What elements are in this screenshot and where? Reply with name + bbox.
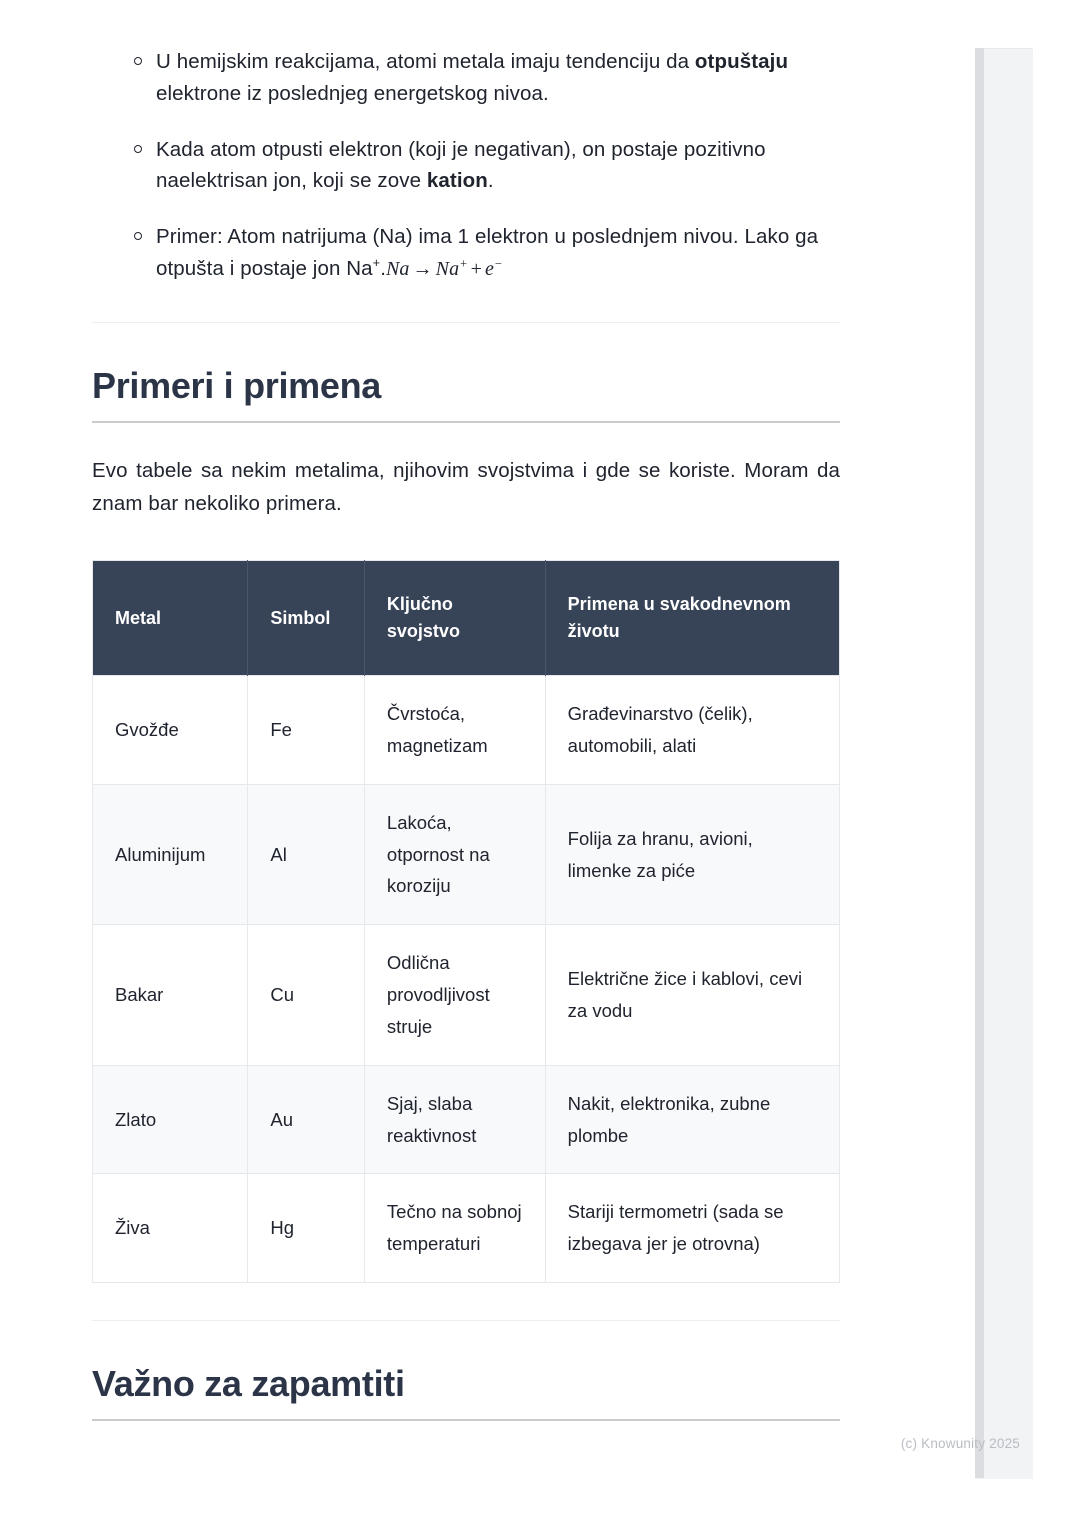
circle-outline-icon	[134, 145, 142, 153]
section-divider	[92, 1320, 840, 1321]
list-item-text: Kada atom otpusti elektron (koji je negativan), on postaje pozitivno naelektrisan jon, koji se zove kation.	[156, 137, 766, 193]
heading-underline	[92, 1419, 840, 1421]
vertical-scrollbar[interactable]	[975, 48, 984, 1478]
table-row	[93, 1065, 840, 1174]
list-item-text: U hemijskim reakcijama, atomi metala imaju tendenciju da otpuštaju elektrone iz poslednjeg energetskog nivoa.	[156, 50, 789, 105]
list-item-text: Primer: Atom natrijuma (Na) ima 1 elektron u poslednjem nivou. Lako ga otpušta i postaje jon Na+.Na → Na+ + e−	[156, 225, 819, 280]
cell-use: Građevinarstvo (čelik), automobili, alati	[545, 676, 839, 785]
column-header-symbol: Simbol	[248, 561, 365, 676]
page-title-examples: Primeri i primena	[92, 364, 382, 406]
list-item	[92, 46, 840, 110]
superscript-charge: +	[372, 255, 381, 270]
heading-underline	[92, 421, 840, 423]
cell-metal: Gvožđe	[93, 676, 248, 785]
cell-symbol: Al	[248, 784, 365, 924]
cell-symbol: Hg	[248, 1174, 365, 1283]
intro-paragraph: Evo tabele sa nekim metalima, njihovim svojstvima i gde se koriste. Moram da znam bar nekoliko primera.	[92, 458, 840, 516]
key-points-list	[92, 46, 840, 285]
cell-symbol: Au	[248, 1065, 365, 1174]
column-header-use: Primena u svakodnevnom životu	[545, 561, 839, 676]
list-item	[92, 134, 840, 198]
table-row	[93, 1174, 840, 1283]
emphasis-text: kation	[426, 169, 488, 193]
cell-property: Tečno na sobnoj temperaturi	[364, 1174, 545, 1283]
table-row	[93, 925, 840, 1065]
inline-math-equation: Na → Na+ + e−	[385, 256, 503, 280]
cell-property: Lakoća, otpornost na koroziju	[364, 784, 545, 924]
cell-metal: Aluminijum	[93, 784, 248, 924]
table-body	[93, 676, 840, 1283]
cell-symbol: Fe	[248, 676, 365, 785]
cell-use: Stariji termometri (sada se izbegava jer je otrovna)	[545, 1174, 839, 1283]
cell-use: Folija za hranu, avioni, limenke za piće	[545, 784, 839, 924]
table-row	[93, 676, 840, 785]
column-header-property: Ključno svojstvo	[364, 561, 545, 676]
footer-watermark: (c) Knowunity 2025	[900, 1436, 1020, 1451]
page-title-important: Važno za zapamtiti	[92, 1362, 405, 1404]
column-header-metal: Metal	[93, 561, 248, 676]
cell-property: Odlična provodljivost struje	[364, 925, 545, 1065]
cell-metal: Živa	[93, 1174, 248, 1283]
emphasis-text: otpuštaju	[694, 50, 789, 73]
list-item	[92, 221, 840, 285]
circle-outline-icon	[134, 232, 142, 240]
table-row	[93, 784, 840, 924]
table-header	[93, 561, 840, 676]
metals-table	[92, 560, 840, 1283]
cell-property: Čvrstoća, magnetizam	[364, 676, 545, 785]
cell-metal: Bakar	[93, 925, 248, 1065]
cell-use: Električne žice i kablovi, cevi za vodu	[545, 925, 839, 1065]
cell-property: Sjaj, slaba reaktivnost	[364, 1065, 545, 1174]
cell-use: Nakit, elektronika, zubne plombe	[545, 1065, 839, 1174]
cell-symbol: Cu	[248, 925, 365, 1065]
circle-outline-icon	[134, 57, 142, 65]
section-divider	[92, 322, 840, 323]
cell-metal: Zlato	[93, 1065, 248, 1174]
table-header-row	[93, 561, 840, 676]
